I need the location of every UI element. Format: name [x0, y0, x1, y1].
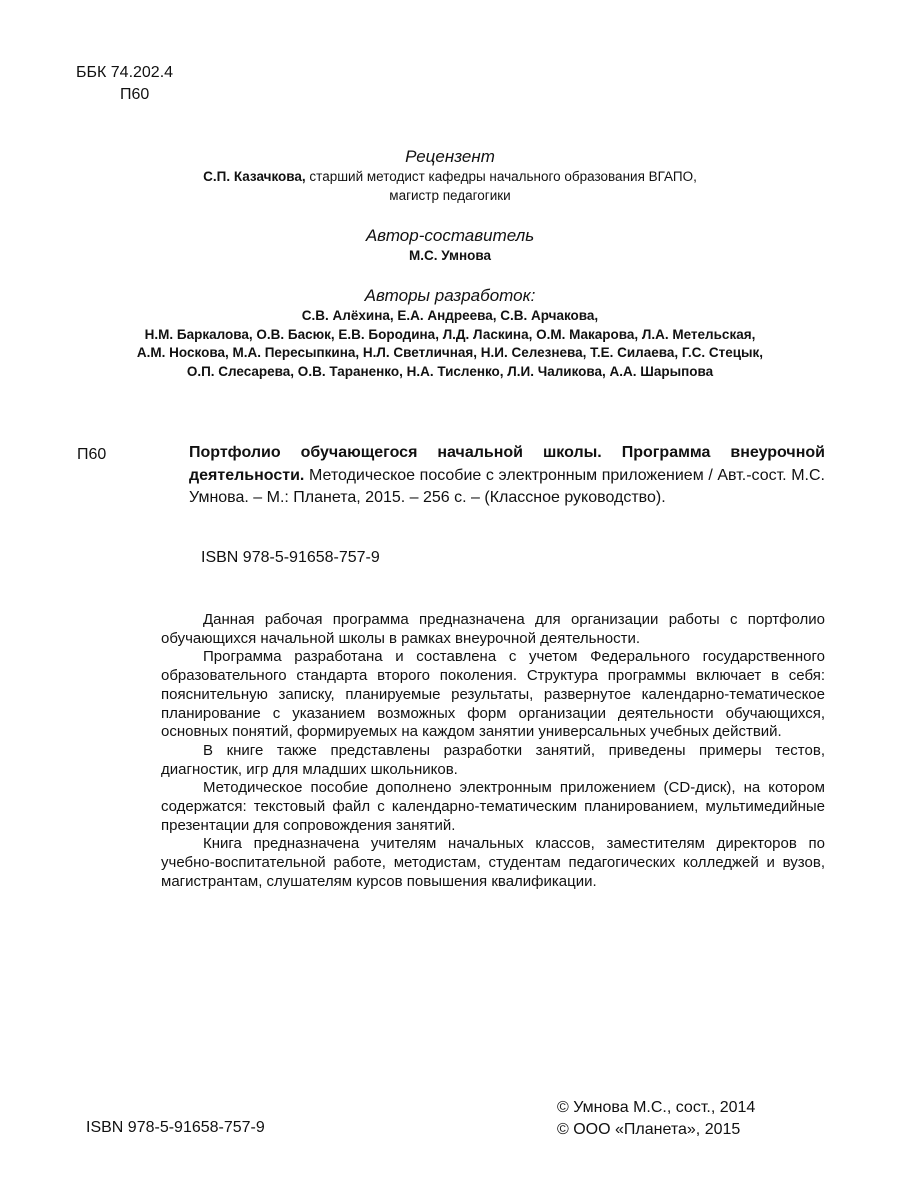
author-sign: П60	[120, 86, 150, 103]
reviewer-line-1	[0, 168, 900, 187]
reviewer-desc-1: старший методист кафедры начального образования ВГАПО,	[305, 169, 697, 184]
compiler-block	[0, 226, 900, 266]
reviewer-desc-2: магистр педагогики	[389, 187, 511, 203]
reviewer-block	[0, 147, 900, 205]
bbk-code: ББК 74.202.4	[76, 64, 174, 81]
entry-code: П60	[77, 446, 107, 463]
developers-line: О.П. Слесарева, О.В. Тараненко, Н.А. Тисленко, Л.И. Чаликова, А.А. Шарыпова	[186, 363, 714, 379]
abstract-paragraph: Книга предназначена учителям начальных классов, заместителям директоров по учебно-воспитательной работе, методистам, студентам педагогических колледжей и вузов, магистрантам, слушателям курсов повышения квалификации.	[161, 835, 825, 890]
classification-block	[76, 62, 173, 106]
reviewer-role: Рецензент	[405, 147, 495, 166]
abstract-paragraph: Программа разработана и составлена с учетом Федерального государственного образовательного стандарта второго поколения. Структура программы включает в себя: пояснительную записку, планируемые результаты, развернутое календарно-тематическое планирование с указанием возможных форм организации деятельности обучающихся, основных понятий, формируемых на каждом занятии универсальных учебных действий.	[161, 648, 825, 741]
copyright-publisher: © ООО «Планета», 2015	[557, 1121, 741, 1138]
reviewer-name: С.П. Казачкова,	[203, 169, 306, 184]
abstract-paragraph: В книге также представлены разработки занятий, приведены примеры тестов, диагностик, игр для младших школьников.	[161, 741, 825, 778]
isbn-main: ISBN 978-5-91658-757-9	[201, 549, 380, 566]
compiler-name: М.С. Умнова	[409, 248, 491, 263]
entry-title: Портфолио обучающегося начальной школы. Программа внеурочной деятельности.	[189, 444, 825, 484]
developers-block	[0, 286, 900, 381]
developers-line: С.В. Алёхина, Е.А. Андреева, С.В. Арчакова,	[301, 308, 599, 323]
entry-description: Методическое пособие с электронным приложением / Авт.-сост. М.С. Умнова. – М.: Планета, 2015. – 256 с. – (Классное руководство).	[189, 466, 825, 506]
bibliographic-entry	[189, 442, 825, 510]
developers-line: Н.М. Баркалова, О.В. Басюк, Е.В. Бородина, Л.Д. Ласкина, О.М. Макарова, Л.А. Метельская,	[144, 326, 756, 342]
abstract-paragraph: Методическое пособие дополнено электронным приложением (CD-диск), на котором содержатся: текстовый файл с календарно-тематическим планированием, мультимедийные презентации для сопровождения занятий.	[161, 779, 825, 834]
abstract-paragraph: Данная рабочая программа предназначена для организации работы с портфолио обучающихся начальной школы в рамках внеурочной деятельности.	[161, 611, 825, 647]
abstract	[161, 611, 825, 892]
copyright-compiler: © Умнова М.С., сост., 2014	[557, 1099, 756, 1116]
developers-line: А.М. Носкова, М.А. Пересыпкина, Н.Л. Светличная, Н.И. Селезнева, Т.Е. Силаева, Г.С. Стецык,	[136, 345, 764, 360]
compiler-role: Автор-составитель	[365, 226, 535, 245]
isbn-footer: ISBN 978-5-91658-757-9	[86, 1119, 265, 1136]
developers-role: Авторы разработок:	[364, 286, 536, 305]
copyright-block	[557, 1097, 755, 1141]
